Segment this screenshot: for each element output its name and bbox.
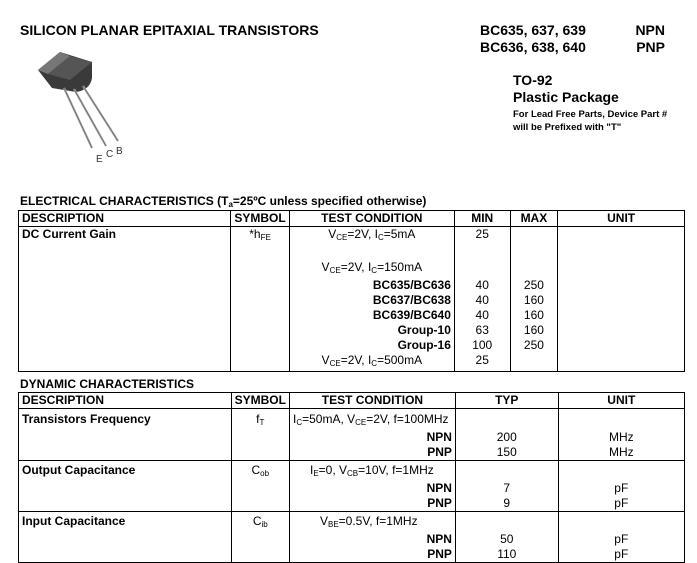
col-test-condition: TEST CONDITION: [289, 211, 454, 227]
condition-cell: $V_{CE}=2V$, $I_C=500mA$: [289, 353, 454, 372]
unit-cell: pF: [558, 496, 684, 512]
table-row: [19, 496, 685, 512]
note-line-2: will be Prefixed with "T": [513, 122, 622, 133]
typ-cell: 50: [455, 532, 558, 547]
lead-c-label: C: [106, 149, 114, 160]
condition-cell: $V_{CE}=2V$, $I_C=5mA$: [289, 227, 454, 246]
description-cell: Transistors Frequency: [19, 409, 232, 431]
table-row: [19, 293, 685, 308]
table-row: [19, 353, 685, 372]
max-cell: 250: [510, 278, 558, 293]
col-description: DESCRIPTION: [19, 211, 231, 227]
table-row: [19, 512, 685, 533]
condition-cell: $I_C=50mA$, $V_{CE}=2V$, f=100MHz: [289, 409, 455, 431]
min-cell: 63: [454, 323, 510, 338]
to92-transistor-image: [30, 48, 140, 163]
table-row: [19, 445, 685, 461]
electrical-table: [18, 210, 685, 372]
col-symbol: SYMBOL: [231, 393, 289, 409]
row-label: Group-16: [289, 338, 454, 353]
table-row: [19, 227, 685, 246]
table-row: [19, 461, 685, 482]
lead-e-label: E: [96, 154, 103, 165]
col-description: DESCRIPTION: [19, 393, 232, 409]
dynamic-title: DYNAMIC CHARACTERISTICS: [20, 377, 194, 391]
unit-cell: pF: [558, 532, 684, 547]
unit-cell: pF: [558, 481, 684, 496]
typ-cell: 9: [455, 496, 558, 512]
unit-cell: pF: [558, 547, 684, 563]
lead-free-note: [513, 108, 667, 134]
pnp-parts: BC636, 638, 640: [480, 39, 586, 55]
unit-cell: MHz: [558, 445, 684, 461]
table-header: [19, 211, 685, 227]
table-row: [19, 547, 685, 563]
npn-label: NPN: [289, 532, 455, 547]
document-title: SILICON PLANAR EPITAXIAL TRANSISTORS: [20, 22, 319, 38]
lead-b-label: B: [116, 146, 123, 157]
npn-label: NPN: [289, 481, 455, 496]
min-cell: 40: [454, 293, 510, 308]
col-unit: UNIT: [558, 211, 685, 227]
condition-cell: $V_{BE}=0.5V$, f=1MHz: [289, 512, 455, 533]
table-row: [19, 278, 685, 293]
symbol-cell: $f_T$: [231, 409, 289, 431]
pnp-label: PNP: [289, 547, 455, 563]
typ-cell: 7: [455, 481, 558, 496]
description-cell: Output Capacitance: [19, 461, 232, 482]
note-line-1: For Lead Free Parts, Device Part #: [513, 109, 668, 120]
symbol-cell: $*h_{FE}$: [231, 227, 289, 246]
description-cell: DC Current Gain: [19, 227, 231, 246]
symbol-cell: $C_{ib}$: [231, 512, 289, 533]
col-min: MIN: [454, 211, 510, 227]
unit-cell: MHz: [558, 430, 684, 445]
min-cell: 25: [454, 227, 510, 246]
table-row: [19, 532, 685, 547]
table-row: [19, 409, 685, 431]
package-name: TO-92: [513, 72, 553, 88]
min-cell: 100: [454, 338, 510, 353]
col-unit: UNIT: [558, 393, 684, 409]
pnp-label: PNP: [636, 39, 665, 55]
table-row: [19, 323, 685, 338]
package-type: Plastic Package: [513, 89, 619, 105]
npn-label: NPN: [289, 430, 455, 445]
condition-cell: $I_E=0$, $V_{CB}=10V$, f=1MHz: [289, 461, 455, 482]
min-cell: 40: [454, 278, 510, 293]
npn-parts: BC635, 637, 639: [480, 22, 586, 38]
table-row: [19, 338, 685, 353]
row-label: BC637/BC638: [289, 293, 454, 308]
package-info: [513, 72, 619, 106]
npn-label: NPN: [635, 22, 665, 38]
min-cell: 25: [454, 353, 510, 372]
table-row: [19, 481, 685, 496]
electrical-title: ELECTRICAL CHARACTERISTICS ($T_a=25ºC$ unless specified otherwise): [20, 194, 427, 209]
condition-cell: $V_{CE}=2V$, $I_C=150mA$: [289, 260, 454, 278]
typ-cell: 150: [455, 445, 558, 461]
description-cell: Input Capacitance: [19, 512, 232, 533]
table-header: [19, 393, 685, 409]
pnp-label: PNP: [289, 496, 455, 512]
min-cell: 40: [454, 308, 510, 323]
row-label: Group-10: [289, 323, 454, 338]
col-typ: TYP: [455, 393, 558, 409]
table-row: [19, 308, 685, 323]
dynamic-table: [18, 392, 685, 563]
typ-cell: 200: [455, 430, 558, 445]
col-symbol: SYMBOL: [231, 211, 289, 227]
pnp-label: PNP: [289, 445, 455, 461]
col-max: MAX: [510, 211, 558, 227]
col-test-condition: TEST CONDITION: [289, 393, 455, 409]
max-cell: 250: [510, 338, 558, 353]
typ-cell: 110: [455, 547, 558, 563]
max-cell: 160: [510, 308, 558, 323]
part-numbers: [480, 22, 665, 56]
row-label: BC635/BC636: [289, 278, 454, 293]
table-row: [19, 430, 685, 445]
symbol-cell: $C_{ob}$: [231, 461, 289, 482]
max-cell: 160: [510, 323, 558, 338]
max-cell: 160: [510, 293, 558, 308]
row-label: BC639/BC640: [289, 308, 454, 323]
table-row: [19, 260, 685, 278]
